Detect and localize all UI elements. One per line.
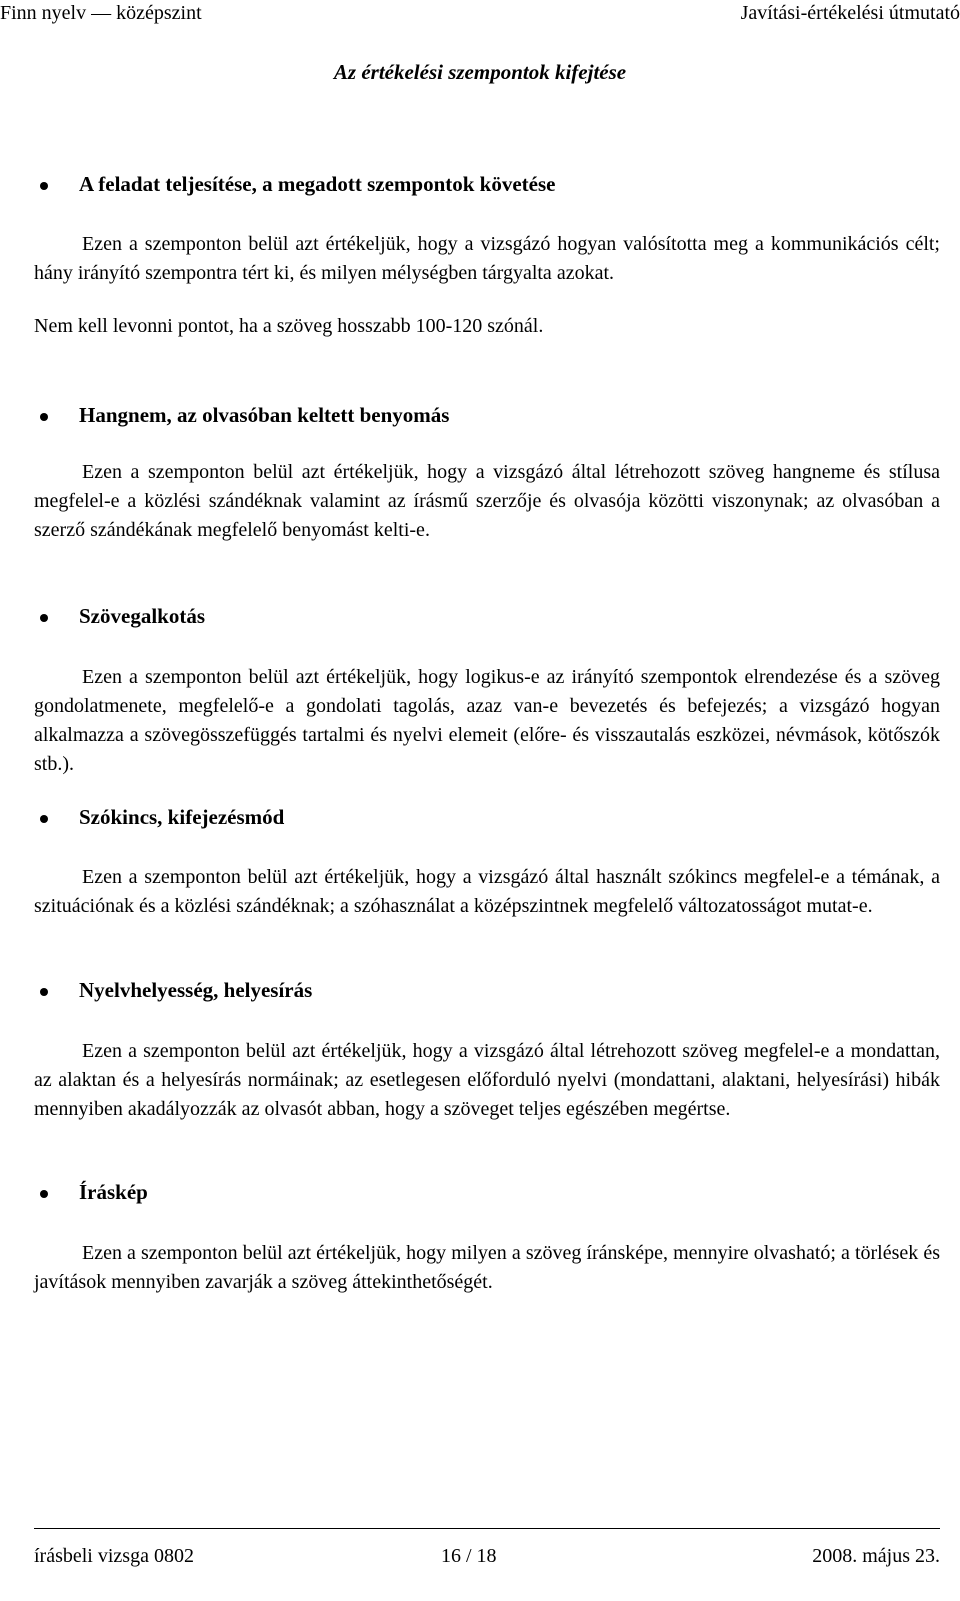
bullet-icon	[40, 182, 48, 190]
bullet-icon	[40, 988, 48, 996]
criterion-vocabulary	[34, 805, 960, 921]
criterion-note: Nem kell levonni pontot, ha a szöveg hosszabb 100-120 szónál.	[34, 315, 544, 337]
criterion-handwriting	[34, 1180, 960, 1297]
criterion-description: Ezen a szemponton belül azt értékeljük, hogy a vizsgázó által használt szókincs megfelel-e a témának, a szituációnak és a közlési szándéknak; a szóhasználat a középszintnek megfelelő változatosságot mutat-e.	[34, 866, 940, 917]
header-subject: Finn nyelv — középszint	[0, 2, 202, 24]
criterion-description: Ezen a szemponton belül azt értékeljük, hogy a vizsgázó hogyan valósította meg a kommunikációs célt; hány irányító szempontra tért ki, és milyen mélységben tárgyalta azokat.	[34, 233, 940, 284]
bullet-icon	[40, 614, 48, 622]
footer-exam-code: írásbeli vizsga 0802	[34, 1545, 194, 1567]
criterion-title: Íráskép	[79, 1180, 148, 1204]
criterion-description: Ezen a szemponton belül azt értékeljük, hogy a vizsgázó által létrehozott szöveg hangneme és stílusa megfelel-e a közlési szándéknak valamint az írásmű szerzője és olvasója közötti viszonynak; az olvasóban a szerző szándékának megfelelő benyomást kelti-e.	[34, 461, 940, 541]
criterion-title: Nyelvhelyesség, helyesírás	[79, 978, 313, 1002]
criterion-title: A feladat teljesítése, a megadott szempontok követése	[79, 172, 556, 196]
page-footer	[34, 1545, 940, 1571]
footer-divider	[34, 1528, 940, 1529]
criterion-task-completion	[34, 172, 960, 341]
bullet-icon	[40, 1190, 48, 1198]
section-title: Az értékelési szempontok kifejtése	[333, 60, 627, 84]
bullet-icon	[40, 815, 48, 823]
criterion-title: Szövegalkotás	[79, 604, 205, 628]
criterion-text-composition	[34, 604, 960, 779]
criterion-title: Hangnem, az olvasóban keltett benyomás	[79, 403, 450, 427]
bullet-icon	[40, 413, 48, 421]
footer-date: 2008. május 23.	[812, 1545, 940, 1567]
footer-page-number: 16 / 18	[441, 1545, 497, 1567]
criterion-title: Szókincs, kifejezésmód	[79, 805, 285, 829]
criterion-description: Ezen a szemponton belül azt értékeljük, hogy logikus-e az irányító szempontok elrendezése és a szöveg gondolatmenete, megfelelő-e a gondolati tagolás, azaz van-e bevezetés és befejezés; a vizsgázó hogyan alkalmazza a szövegösszefüggés tartalmi és nyelvi elemeit (előre- és visszautalás eszközei, névmások, kötőszók stb.).	[34, 666, 940, 775]
criterion-description: Ezen a szemponton belül azt értékeljük, hogy a vizsgázó által létrehozott szöveg megfelel-e a mondattan, az alaktan és a helyesírás normáinak; az esetlegesen előforduló nyelvi (mondattani, alaktani, helyesírási) hibák mennyiben akadályozzák az olvasót abban, hogy a szöveget teljes egészében megértse.	[34, 1040, 940, 1120]
header-document-type: Javítási-értékelési útmutató	[740, 2, 960, 24]
criterion-description: Ezen a szemponton belül azt értékeljük, hogy milyen a szöveg íránsképe, mennyire olvasható; a törlések és javítások mennyiben zavarják a szöveg áttekinthetőségét.	[34, 1242, 940, 1293]
page-header	[0, 0, 960, 32]
criterion-grammar-spelling	[34, 978, 960, 1124]
criterion-tone	[34, 403, 960, 545]
